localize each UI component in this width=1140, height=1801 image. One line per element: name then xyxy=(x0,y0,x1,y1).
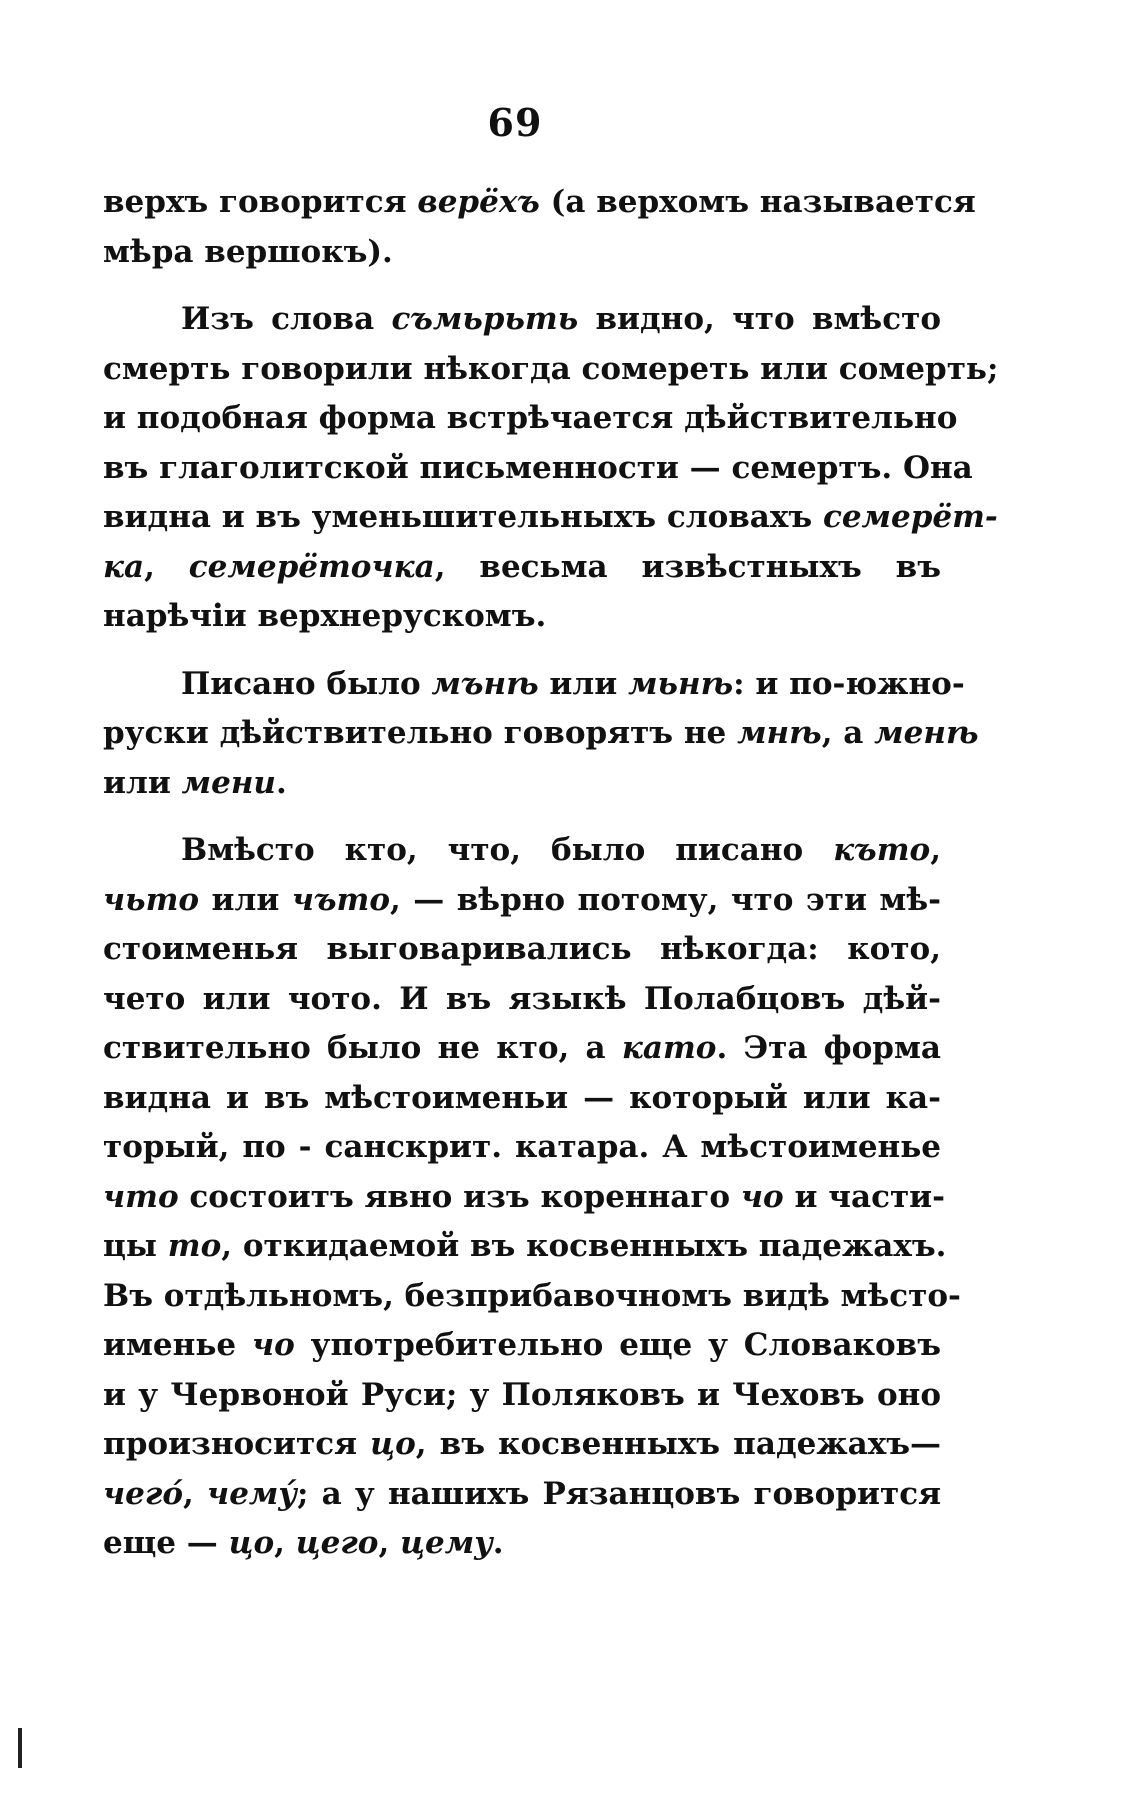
text-line xyxy=(103,925,941,975)
text-segment: . xyxy=(275,764,287,801)
text-line xyxy=(103,759,941,809)
text-line xyxy=(103,228,941,278)
text-segment: видно, что вмѣсто xyxy=(578,301,941,337)
italic-word: семерёт- xyxy=(822,499,998,535)
text-line xyxy=(103,660,965,710)
text-line xyxy=(103,493,998,543)
text-segment: Писано было xyxy=(181,665,432,702)
body-text xyxy=(103,178,999,1587)
italic-word: что xyxy=(103,1178,179,1215)
italic-word: менѣ xyxy=(874,715,979,751)
text-line xyxy=(103,1123,941,1173)
text-segment: еще — xyxy=(103,1525,229,1561)
text-line xyxy=(103,394,958,444)
italic-word: чъто xyxy=(291,881,391,918)
text-segment: : и по-южно- xyxy=(733,665,965,702)
text-segment: цы xyxy=(103,1228,168,1264)
text-segment: , въ косвенныхъ падежахъ— xyxy=(415,1426,941,1462)
text-line xyxy=(103,1074,941,1124)
text-segment: видна и въ мѣстоименьи — который или ка- xyxy=(103,1079,941,1116)
italic-word: мнѣ xyxy=(737,715,822,751)
text-segment: ствительно было не кто, а xyxy=(103,1030,622,1066)
italic-word: къто xyxy=(833,832,931,868)
text-segment: . Эта форма xyxy=(716,1030,941,1066)
text-segment: Вмѣсто кто, что, было писано xyxy=(181,832,834,868)
italic-word: цему xyxy=(400,1525,493,1561)
text-segment: Въ отдѣльномъ, безприбавочномъ видѣ мѣсто- xyxy=(103,1277,961,1314)
text-line xyxy=(103,1173,946,1223)
text-line xyxy=(103,1024,941,1074)
text-segment: мѣра вершокъ). xyxy=(103,233,393,270)
text-line xyxy=(103,975,941,1025)
page-number: 69 xyxy=(487,100,543,145)
text-segment: верхъ говорится xyxy=(103,184,418,220)
text-line xyxy=(103,345,999,395)
text-line xyxy=(103,826,941,876)
italic-word: то xyxy=(167,1228,222,1264)
italic-word: цего xyxy=(295,1525,379,1561)
text-segment: торый, по - санскрит. катара. А мѣстоименье xyxy=(103,1129,941,1165)
text-segment: и части- xyxy=(783,1178,946,1215)
italic-word: чо xyxy=(740,1178,784,1215)
text-line xyxy=(103,1470,941,1520)
text-segment: и подобная форма встрѣчается дѣйствительно xyxy=(103,400,958,436)
text-segment: чето или чото. И въ языкѣ Полабцовъ дѣй- xyxy=(103,980,941,1017)
text-line xyxy=(103,543,941,593)
text-segment: , весьма извѣстныхъ въ xyxy=(434,548,941,585)
italic-word: цо xyxy=(370,1426,416,1462)
text-segment: (а верхомъ называется xyxy=(539,184,976,220)
text-segment: состоитъ явно изъ кореннаго xyxy=(178,1178,741,1215)
italic-word: чьто xyxy=(103,881,200,918)
text-line xyxy=(103,876,941,926)
text-segment: и у Червоной Руси; у Поляковъ и Чеховъ оно xyxy=(103,1376,941,1413)
text-segment: смерть говорили нѣкогда сомереть или сомерть; xyxy=(103,350,999,387)
text-segment: , xyxy=(378,1525,401,1561)
text-line xyxy=(103,1321,941,1371)
text-segment: , а xyxy=(821,715,875,751)
text-line xyxy=(103,178,976,228)
italic-word: мънѣ xyxy=(431,665,539,702)
text-segment: нарѣчіи верхнерускомъ. xyxy=(103,598,547,634)
text-line xyxy=(103,295,941,345)
text-line xyxy=(103,592,941,642)
paragraph xyxy=(103,295,999,642)
italic-word: цо xyxy=(228,1525,275,1561)
text-segment: въ глаголитской письменности — семертъ. Она xyxy=(103,449,973,486)
paragraph xyxy=(103,178,976,277)
text-segment: ; а у нашихъ Рязанцовъ говорится xyxy=(296,1475,941,1512)
text-line xyxy=(103,1420,941,1470)
text-segment: . xyxy=(492,1525,504,1561)
text-segment: , xyxy=(930,832,941,868)
text-segment: руски дѣйствительно говорятъ не xyxy=(103,715,738,751)
text-segment: , xyxy=(144,548,189,585)
text-segment: произносится xyxy=(103,1426,371,1462)
italic-word: чему́ xyxy=(207,1475,297,1512)
text-segment: , xyxy=(274,1525,296,1561)
paragraph xyxy=(103,826,961,1569)
text-line xyxy=(103,1222,947,1272)
italic-word: ка xyxy=(103,548,145,585)
text-segment: Изъ слова xyxy=(181,301,392,337)
italic-word: верёхъ xyxy=(417,184,540,220)
italic-word: семерёточка xyxy=(188,548,435,585)
text-segment: , откидаемой въ косвенныхъ падежахъ. xyxy=(221,1228,947,1264)
italic-word: съмьрьть xyxy=(391,301,579,337)
italic-word: чего́ xyxy=(103,1475,183,1512)
text-segment: или xyxy=(199,881,292,918)
italic-word: като xyxy=(621,1030,717,1066)
text-line xyxy=(103,709,979,759)
text-segment: видна и въ уменьшительныхъ словахъ xyxy=(103,499,823,535)
text-segment: или xyxy=(538,665,629,702)
text-line xyxy=(103,1371,941,1421)
text-segment: именье xyxy=(103,1327,252,1363)
text-segment: , xyxy=(183,1475,208,1512)
italic-word: мьнѣ xyxy=(628,665,734,702)
binding-mark xyxy=(18,1728,22,1768)
paragraph xyxy=(103,660,979,809)
text-line xyxy=(103,1272,961,1322)
italic-word: чо xyxy=(251,1327,295,1363)
text-segment: , — вѣрно потому, что эти мѣ- xyxy=(390,881,941,918)
text-line xyxy=(103,1519,941,1569)
text-line xyxy=(103,444,973,494)
text-segment: употребительно еще у Словаковъ xyxy=(294,1327,942,1363)
text-segment: или xyxy=(103,764,182,801)
italic-word: мени xyxy=(181,764,276,801)
text-segment: стоименья выговаривались нѣкогда: кото, xyxy=(103,931,941,967)
